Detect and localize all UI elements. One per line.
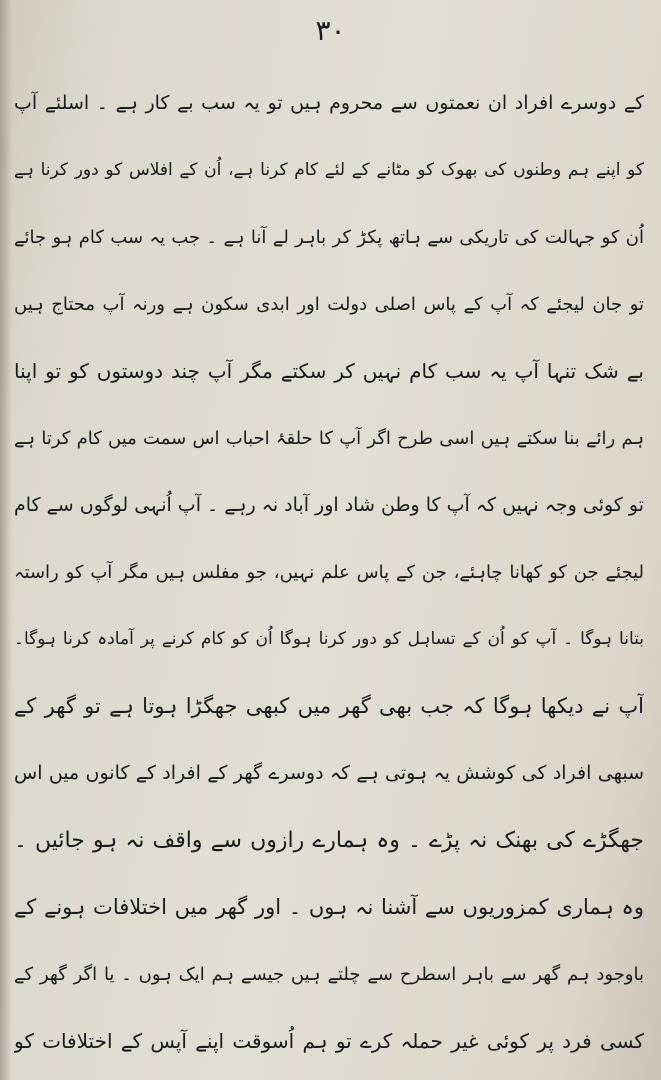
text-line: کو اپنے ہم وطنوں کی بھوک کو مٹانے کے لئے کام کرنا ہے، اُن کے افلاس کو دور کرنا ہے (14, 160, 644, 180)
text-line: آپ نے دیکھا ہوگا کہ جب بھی گھر میں کبھی جھگڑا ہوتا ہے تو گھر کے (14, 694, 644, 718)
text-line: اُن کو جہالت کی تاریکی سے ہاتھ پکڑ کر باہر لے آنا ہے ۔ جب یہ سب کام ہو جائے (14, 227, 644, 248)
page-edge-shadow (0, 0, 12, 1080)
text-line: جھگڑے کی بھنک نہ پڑے ۔ وہ ہمارے رازوں سے واقف نہ ہو جائیں ۔ (14, 828, 644, 853)
text-line: کسی فرد پر کوئی غیر حملہ کرے تو ہم اُسوقت اپنے آپس کے اختلافات کو (14, 1029, 644, 1053)
text-line: تو کوئی وجہ نہیں کہ آپ کا وطن شاد اور آباد نہ رہے ۔ آپ اُنہی لوگوں سے کام (14, 494, 644, 516)
text-line: لیجئے جن کو کھانا چاہئے، جن کے پاس علم نہیں، جو مفلس ہیں مگر آپ کو راستہ (14, 562, 644, 583)
text-line: ہم رائے بنا سکتے ہیں اسی طرح اگر آپ کا حلقۂ احباب اس سمت میں کام کرتا ہے (14, 428, 644, 449)
text-line: بتانا ہوگا ۔ آپ کو اُن کے تساہل کو دور کرنا ہوگا اُن کو کام کرنے پر آمادہ کرنا ہوگا۔ (14, 629, 644, 649)
text-line: باوجود ہم گھر سے باہر اسطرح سے چلتے ہیں جیسے ہم ایک ہوں ۔ یا اگر گھر کے (14, 964, 644, 985)
text-line: کے دوسرے افراد ان نعمتوں سے محروم ہیں تو یہ سب بے کار ہے ۔ اسلئے آپ (14, 92, 644, 114)
text-line: وہ ہماری کمزوریوں سے آشنا نہ ہوں ۔ اور گھر میں اختلافات ہونے کے (14, 895, 644, 919)
text-line: تو جان لیجئے کہ آپ کے پاس اصلی دولت اور ابدی سکون ہے ورنہ آپ محتاج ہیں (14, 294, 644, 315)
body-text (14, 70, 644, 1075)
text-line: سبھی افراد کی کوشش یہ ہوتی ہے کہ دوسرے گھر کے افراد کے کانوں میں اس (14, 762, 644, 784)
page-number: ۳۰ (315, 14, 346, 47)
text-line: بے شک تنہا آپ یہ سب کام نہیں کر سکتے مگر آپ چند دوستوں کو تو اپنا (14, 359, 644, 383)
